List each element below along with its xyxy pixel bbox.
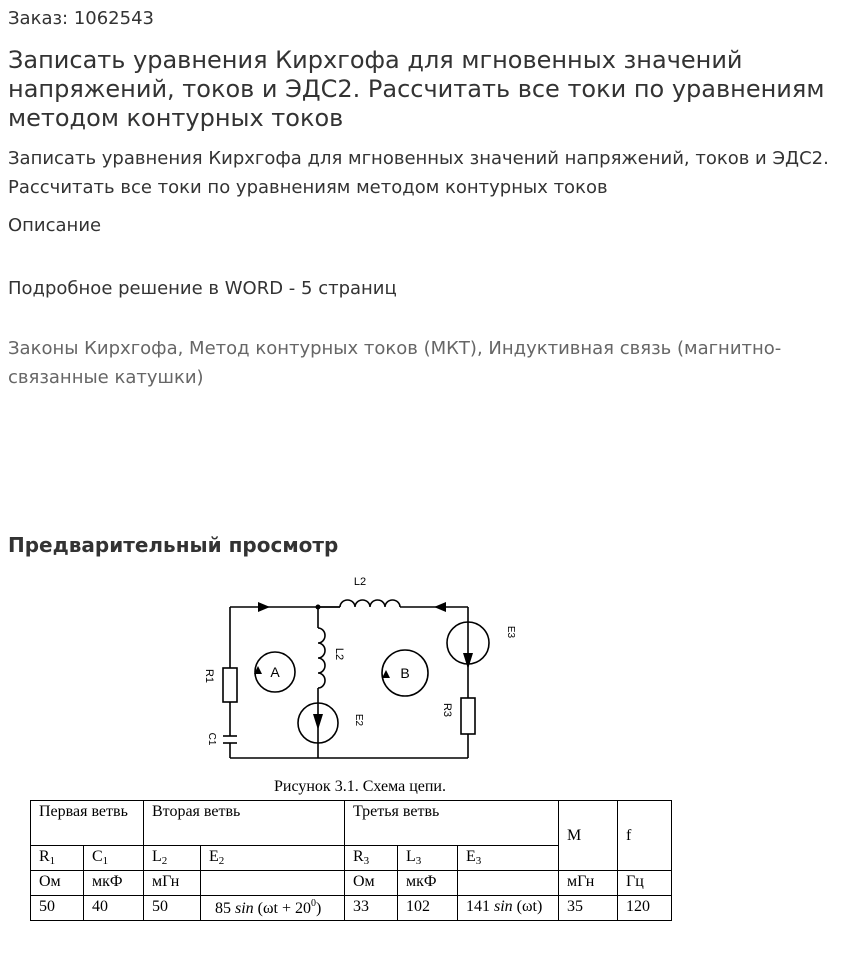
description-heading: Описание — [8, 215, 102, 236]
unit-l2: мГн — [144, 871, 201, 896]
value-c1: 40 — [84, 896, 144, 921]
order-number: Заказ: 1062543 — [8, 8, 154, 29]
group-first-branch: Первая ветвь — [31, 801, 144, 846]
l2-mid-label: L2 — [333, 647, 345, 661]
table-row — [31, 801, 672, 846]
unit-e2 — [201, 871, 345, 896]
page-title: Записать уравнения Кирхгофа для мгновенных значений напряжений, токов и ЭДС2. Рассчитать все токи по уравнениям методом контурных токов — [8, 46, 825, 132]
value-e2: 85 $\sin (\omega t + 20^0)$ — [201, 896, 345, 921]
group-third-branch: Третья ветвь — [345, 801, 559, 846]
table-row — [31, 896, 672, 921]
tags-text: Законы Кирхгофа, Метод контурных токов (МКТ), Индуктивная связь (магнитно-связанные катушки) — [8, 338, 782, 388]
group-m: M — [559, 801, 618, 871]
group-f: f — [618, 801, 672, 871]
circuit-diagram — [190, 570, 520, 770]
c1-label: C1 — [206, 732, 217, 746]
r1-label: R1 — [203, 668, 215, 684]
loop-b-label: B — [400, 665, 410, 681]
symbol-l2: $L_2$ — [144, 846, 201, 871]
unit-e3 — [458, 871, 559, 896]
symbol-c1: $C_1$ — [84, 846, 144, 871]
symbol-r3: $R_3$ — [345, 846, 398, 871]
unit-r3: Ом — [345, 871, 398, 896]
figure-caption: Рисунок 3.1. Схема цепи. — [274, 778, 446, 795]
r3-resistor — [461, 698, 475, 734]
unit-r1: Ом — [31, 871, 84, 896]
value-r1: 50 — [31, 896, 84, 921]
value-f: 120 — [618, 896, 672, 921]
value-l2: 50 — [144, 896, 201, 921]
description-text: Подробное решение в WORD - 5 страниц — [8, 278, 397, 299]
r1-resistor — [223, 668, 237, 702]
e2-label: E2 — [353, 713, 364, 727]
symbol-r1: $R_1$ — [31, 846, 84, 871]
e3-label: E3 — [505, 625, 516, 639]
value-e3: 141 sin (ωt) — [458, 896, 559, 921]
symbol-l3: $L_3$ — [398, 846, 458, 871]
preview-heading: Предварительный просмотр — [8, 533, 339, 557]
unit-c1: мкФ — [84, 871, 144, 896]
group-second-branch: Вторая ветвь — [144, 801, 345, 846]
unit-m: мГн — [559, 871, 618, 896]
l2-top-label: L2 — [353, 576, 367, 588]
unit-l3: мкФ — [398, 871, 458, 896]
symbol-e2: $E_2$ — [201, 846, 345, 871]
loop-a-label: A — [270, 664, 280, 680]
summary-text: Записать уравнения Кирхгофа для мгновенных значений напряжений, токов и ЭДС2. Рассчитать все токи по уравнениям методом контурных токов — [8, 148, 829, 198]
value-m: 35 — [559, 896, 618, 921]
parameters-table — [30, 800, 672, 921]
unit-f: Гц — [618, 871, 672, 896]
value-l3: 102 — [398, 896, 458, 921]
table-row — [31, 871, 672, 896]
r3-label: R3 — [441, 702, 453, 718]
value-r3: 33 — [345, 896, 398, 921]
symbol-e3: $E_3$ — [458, 846, 559, 871]
